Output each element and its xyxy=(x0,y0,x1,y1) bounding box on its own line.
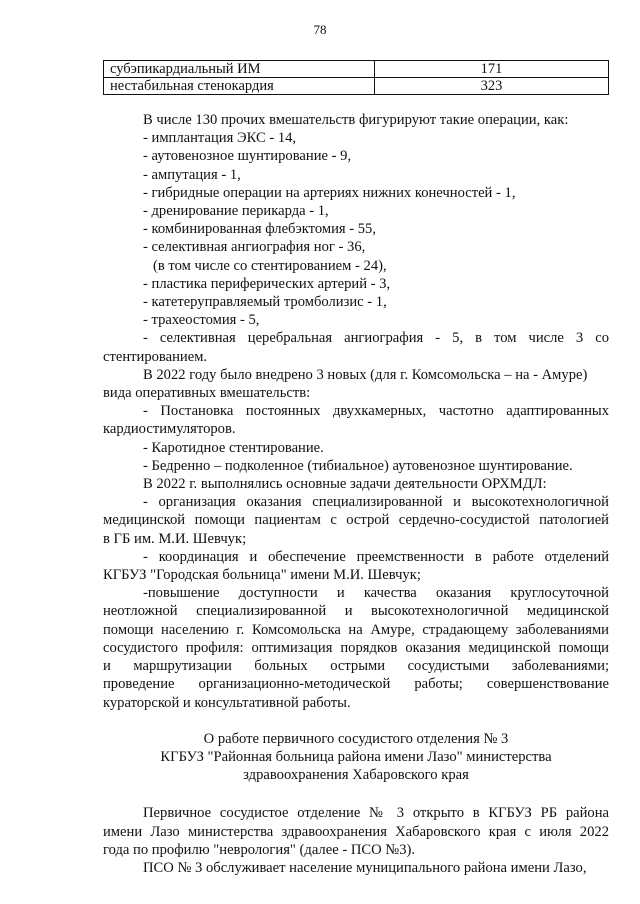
spacer xyxy=(103,784,609,804)
table-row xyxy=(104,61,609,78)
list-item: - ампутация - 1, xyxy=(143,166,241,183)
paragraph: В 2022 году было внедрено 3 новых (для г. Комсомольска – на - Амуре) xyxy=(143,366,588,383)
list-item: (в том числе со стентированием - 24), xyxy=(153,257,387,274)
section-title: здравоохранения Хабаровского края xyxy=(243,767,469,784)
list-item: - комбинированная флебэктомия - 55, xyxy=(143,221,376,238)
list-item: - трахеостомия - 5, xyxy=(143,312,260,329)
list-item: - организация оказания специализированной и высокотехнологичной xyxy=(143,494,609,511)
list-item: - Постановка постоянных двухкамерных, частотно адаптированных xyxy=(143,403,609,420)
table-cell-value: 171 xyxy=(375,61,609,78)
list-item: - аутовенозное шунтирование - 9, xyxy=(143,148,352,165)
list-item: - селективная церебральная ангиография - 5, в том числе 3 со xyxy=(143,330,609,347)
paragraph: Первичное сосудистое отделение № 3 открыто в КГБУЗ РБ района xyxy=(143,805,609,822)
text-line: имени Лазо министерства здравоохранения Хабаровского края с июля 2022 xyxy=(103,823,609,840)
table-row xyxy=(104,78,609,95)
text-line: и маршрутизации больных острыми сосудистыми заболеваниями; xyxy=(103,658,609,675)
list-item: - гибридные операции на артериях нижних конечностей - 1, xyxy=(143,184,516,201)
text-line: стентированием. xyxy=(103,348,208,365)
table-cell-value: 323 xyxy=(375,78,609,95)
document-body xyxy=(103,111,609,877)
list-item: - дренирование перикарда - 1, xyxy=(143,203,329,220)
list-item: - катетеруправляемый тромболизис - 1, xyxy=(143,294,387,311)
list-item: - пластика периферических артерий - 3, xyxy=(143,275,391,292)
text-line: вида оперативных вмешательств: xyxy=(103,385,311,402)
spacer xyxy=(103,712,609,730)
text-line: в ГБ им. М.И. Шевчук; xyxy=(103,530,247,547)
table-cell-name: субэпикардиальный ИМ xyxy=(104,61,375,78)
list-item: - имплантация ЭКС - 14, xyxy=(143,130,297,147)
list-item: -повышение доступности и качества оказания круглосуточной xyxy=(143,585,609,602)
text-line: помощи населению г. Комсомольска на Амуре, страдающему заболеваниями xyxy=(103,621,609,638)
section-title: КГБУЗ "Районная больница района имени Лазо" министерства xyxy=(160,748,552,765)
text-line: проведение организационно-методической работы; совершенствование xyxy=(103,676,609,693)
list-item: - селективная ангиография ног - 36, xyxy=(143,239,366,256)
list-item: - Каротидное стентирование. xyxy=(143,439,324,456)
table-cell-name: нестабильная стенокардия xyxy=(104,78,375,95)
text-line: КГБУЗ "Городская больница" имени М.И. Шевчук; xyxy=(103,567,421,584)
page-number: 78 xyxy=(313,22,327,37)
paragraph: В числе 130 прочих вмешательств фигурируют такие операции, как: xyxy=(143,112,569,128)
paragraph: В 2022 г. выполнялись основные задачи деятельности ОРХМДЛ: xyxy=(143,476,547,493)
text-line: неотложной специализированной и высокотехнологичной медицинской xyxy=(103,603,609,620)
section-title: О работе первичного сосудистого отделения № 3 xyxy=(203,730,509,747)
text-line: сосудистого профиля: оптимизация порядков оказания медицинской помощи xyxy=(103,639,609,656)
text-line: кардиостимуляторов. xyxy=(103,421,236,438)
diagnosis-table xyxy=(103,60,609,95)
text-line: года по профилю "неврология" (далее - ПСО №3). xyxy=(103,841,416,858)
text-line: медицинской помощи пациентам с острой сердечно-сосудистой патологией xyxy=(103,512,609,529)
list-item: - координация и обеспечение преемственности в работе отделений xyxy=(143,548,609,565)
list-item: - Бедренно – подколенное (тибиальное) аутовенозное шунтирование. xyxy=(143,457,573,474)
paragraph: ПСО № 3 обслуживает население муниципального района имени Лазо, xyxy=(143,859,587,876)
text-line: кураторской и консультативной работы. xyxy=(103,694,351,711)
